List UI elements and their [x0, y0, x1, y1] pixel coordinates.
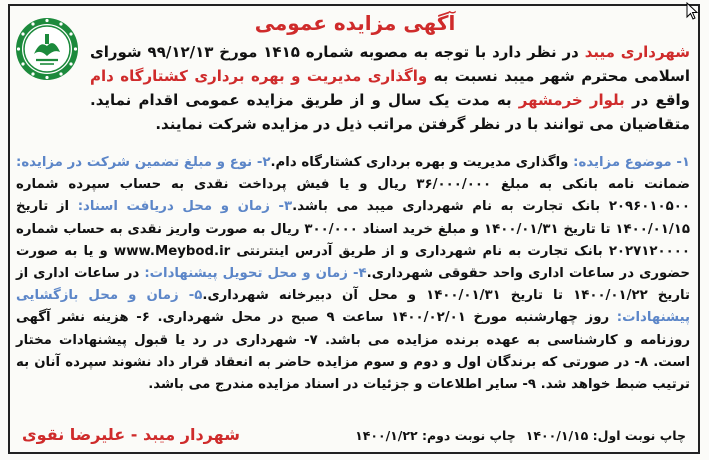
ad-footer [16, 424, 692, 450]
intro-text-3: به مدت یک سال و از طریق مزایده عمومی اقدام نماید. متقاضیان می توانند با در نظر گرفتن مراتب ذیل در مزایده شرکت نمایند. [90, 91, 690, 133]
mayor-signature: شهردار میبد - علیرضا نقوی [22, 425, 240, 444]
section-text-guarantee: ضمانت نامه بانکی به مبلغ ۳۶/۰۰۰/۰۰۰ ریال و یا فیش پرداخت نقدی به حساب سپرده شماره ۲۰۹۶۰۱۰۵۰۰ بانک تجارت به نام شهرداری میبد می باشد. [16, 177, 690, 215]
section-heading-opening: ۵- زمان و محل بازگشایی پیشنهادات: [16, 288, 690, 326]
municipality-seal-icon [14, 16, 80, 82]
location-highlight: بلوار خرمشهر [518, 91, 625, 109]
second-print-date: چاپ نوبت دوم: ۱۴۰۰/۱/۲۲ [355, 428, 516, 443]
conditions-paragraph [16, 152, 690, 396]
section-heading-guarantee: ۲- نوع و مبلغ تضمین شرکت در مزایده: [16, 155, 271, 170]
section-text-documents: از تاریخ ۱۴۰۰/۰۱/۱۵ تا تاریخ ۱۴۰۰/۰۱/۳۱ و مبلغ خرید اسناد ۳۰۰/۰۰۰ ریال به صورت واریز نقدی به حساب شماره ۲۰۲۷۱۲۰۰۰۰ بانک تجارت به نام شهرداری و از طریق آدرس اینترنتی www.Meybod.ir و یا به صورت حضوری در ساعات اداری واحد حقوقی شهرداری. [16, 199, 690, 282]
intro-text-2: واقع در [624, 91, 690, 109]
section-heading-documents: ۳- زمان و محل دریافت اسناد: [77, 199, 293, 215]
section-heading-subject: ۱- موضوع مزایده: [573, 155, 690, 170]
municipality-name: شهرداری میبد [584, 43, 690, 61]
print-dates [345, 428, 686, 443]
intro-paragraph [90, 40, 690, 136]
auction-subject-highlight: واگذاری مدیریت و بهره برداری کشتارگاه دام [90, 67, 428, 85]
section-text-subject: واگذاری مدیریت و بهره برداری کشتارگاه دام. [270, 155, 574, 170]
intro-text-1: در نظر دارد با توجه به مصوبه شماره ۱۴۱۵ مورخ ۹۹/۱۲/۱۳ شورای اسلامی محترم شهر میبد نسبت به [90, 43, 690, 85]
section-heading-submission: ۴- زمان و محل تحویل پیشنهادات: [144, 266, 367, 282]
section-text-submission: در ساعات اداری از تاریخ ۱۴۰۰/۰۱/۲۲ تا تاریخ ۱۴۰۰/۰۱/۳۱ و محل آن دبیرخانه شهرداری. [16, 266, 691, 304]
first-print-date: چاپ نوبت اول: ۱۴۰۰/۱/۱۵ [525, 428, 686, 443]
ad-title: آگهی مزایده عمومی [254, 11, 456, 35]
mouse-pointer-icon [686, 2, 700, 20]
section-text-opening: روز چهارشنبه مورخ ۱۴۰۰/۰۲/۰۱ ساعت ۹ صبح در محل شهرداری. ۶- هزینه نشر آگهی روزنامه و کارشناسی به عهده برنده مزایده می باشد. ۷- شهرداری در رد یا قبول پیشنهادات مختار است. ۸- در صورتی که برندگان اول و دوم و سوم مزایده حاضر به انعقاد قرار داد نشوند سپرده آنان به ترتیب ضبط خواهد شد. ۹- سایر اطلاعات و جزئیات در اسناد مزایده مندرج می باشد. [16, 310, 691, 393]
